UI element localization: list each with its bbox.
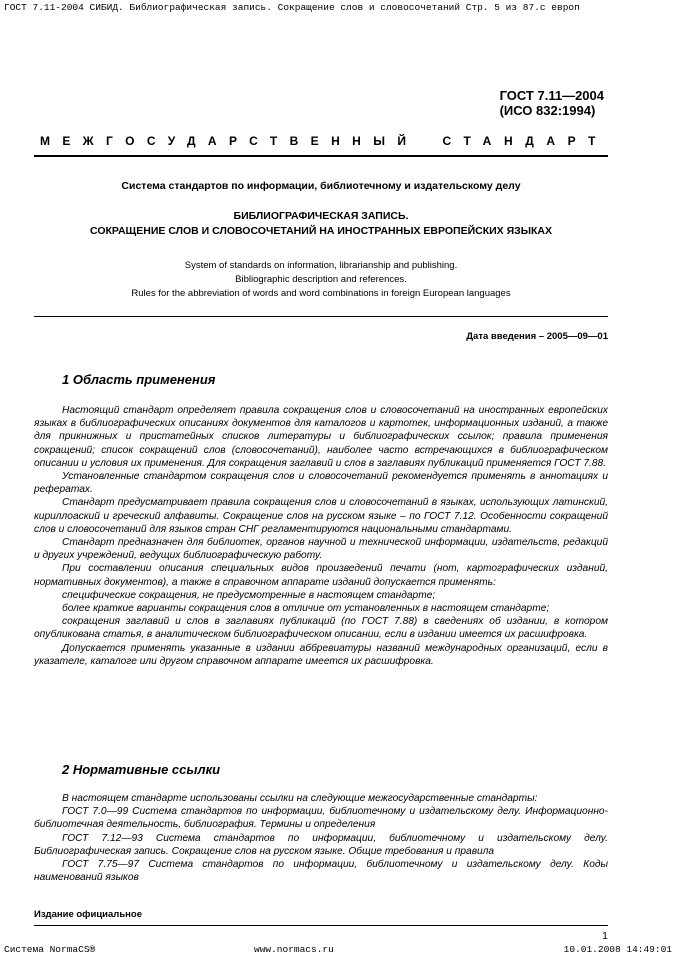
paragraph: ГОСТ 7.12—93 Система стандартов по информации, библиотечному и издательскому делу. Библиографическая запись. Сокращение слов на русском языке. Общие требования и правила — [34, 832, 608, 857]
page-number: 1 — [602, 930, 608, 942]
english-title — [34, 259, 608, 301]
paragraph: ГОСТ 7.0—99 Система стандартов по информации, библиотечному и издательскому делу. Информационно-библиотечная деятельность, библиография. Термины и определения — [34, 806, 608, 831]
footer-url[interactable]: www.normacs.ru — [254, 944, 334, 955]
header-divider — [34, 155, 608, 157]
effective-date: Дата введения – 2005—09—01 — [466, 331, 608, 342]
paragraph: Стандарт предусматривает правила сокращения слов и словосочетаний в языках, использующих латинский, кириллоаский и греческий алфавиты. Сокращение слов на русском языке – по ГОСТ 7.12. Особенности сокращений слов и словосочетаний для языков стран СНГ регламентируются национальными стандартами. — [34, 497, 608, 535]
paragraph: Установленные стандартом сокращения слов и словосочетаний рекомендуется применять в аннотациях и рефератах. — [34, 471, 608, 496]
paragraph: Допускается применять указанные в издании аббревиатуры названий международных организаций, если в указателе, каталоге или другом справочном аппарате имеется их расшифровка. — [34, 642, 608, 667]
footer-divider — [34, 925, 608, 926]
section1-body — [34, 404, 608, 668]
main-title-line2: СОКРАЩЕНИЕ СЛОВ И СЛОВОСОЧЕТАНИЙ НА ИНОСТРАННЫХ ЕВРОПЕЙСКИХ ЯЗЫКАХ — [90, 225, 552, 237]
paragraph: специфические сокращения, не предусмотренные в настоящем стандарте; — [62, 589, 436, 601]
paragraph: При составлении описания специальных видов произведений печати (нот, картографических изданий, нормативных документов), а также в справочном аппарате изданий допускается применять: — [34, 563, 608, 588]
main-title-line1: БИБЛИОГРАФИЧЕСКАЯ ЗАПИСЬ. — [233, 210, 409, 222]
paragraph: Настоящий стандарт определяет правила сокращения слов и словосочетаний на иностранных европейских языках в библиографических описаниях документов для каталогов и картотек, информационных изданий, а также для прикнижных и пристатейных списков литературы и библиографических ссылок; правила применения сокращений; список сокращений слов (словосочетаний), наиболее часто встречающихся в библиографическом описании и условия их применения. Для сокращения заглавий и слов в заглавиях публикаций применяется ГОСТ 7.88. — [34, 405, 608, 469]
paragraph: В настоящем стандарте использованы ссылки на следующие межгосударственные стандарты: — [62, 793, 538, 804]
standard-type-banner — [40, 134, 608, 148]
english-title-line2: Bibliographic description and references. — [235, 274, 407, 285]
standard-type-word1: МЕЖГОСУДАРСТВЕННЫЙ — [40, 134, 419, 148]
paragraph: ГОСТ 7.75—97 Система стандартов по информации, библиотечному и издательскому делу. Коды наименований языков — [34, 859, 608, 884]
gost-number: ГОСТ 7.11—2004 — [499, 88, 604, 103]
standard-type-word2: СТАНДАРТ — [442, 134, 608, 148]
section2-body — [34, 792, 608, 884]
paragraph: сокращения заглавий и слов в заглавиях публикаций (по ГОСТ 7.88) в сведениях об издании, в котором опубликована статья, в аналитическом библиографическом описании, если в издании имеется их расшифровка. — [34, 616, 608, 641]
section2-heading: 2 Нормативные ссылки — [62, 762, 221, 777]
footer-timestamp: 10.01.2008 14:49:01 — [563, 944, 672, 955]
edition-note: Издание официальное — [34, 909, 142, 920]
footer-system-name: Система NormaCS® — [4, 944, 96, 955]
paragraph: более краткие варианты сокращения слов в отличие от установленных в настоящем стандарте; — [62, 603, 550, 615]
english-title-line1: System of standards on information, librarianship and publishing. — [184, 260, 458, 271]
document-header-bar: ГОСТ 7.11-2004 СИБИД. Библиографическая запись. Сокращение слов и словосочетаний Стр. 5 из 87.с европ — [4, 2, 580, 13]
main-title — [34, 209, 608, 239]
system-title: Система стандартов по информации, библиотечному и издательскому делу — [121, 180, 521, 192]
english-title-line3: Rules for the abbreviation of words and word combinations in foreign European languages — [131, 288, 511, 299]
title-divider — [34, 316, 608, 317]
iso-number: (ИСО 832:1994) — [499, 103, 596, 118]
paragraph: Стандарт предназначен для библиотек, органов научной и технической информации, издательств, редакций и других учреждений, ведущих библиографическую работу. — [34, 537, 608, 562]
gost-number-block — [500, 88, 604, 118]
section1-heading: 1 Область применения — [62, 372, 216, 387]
